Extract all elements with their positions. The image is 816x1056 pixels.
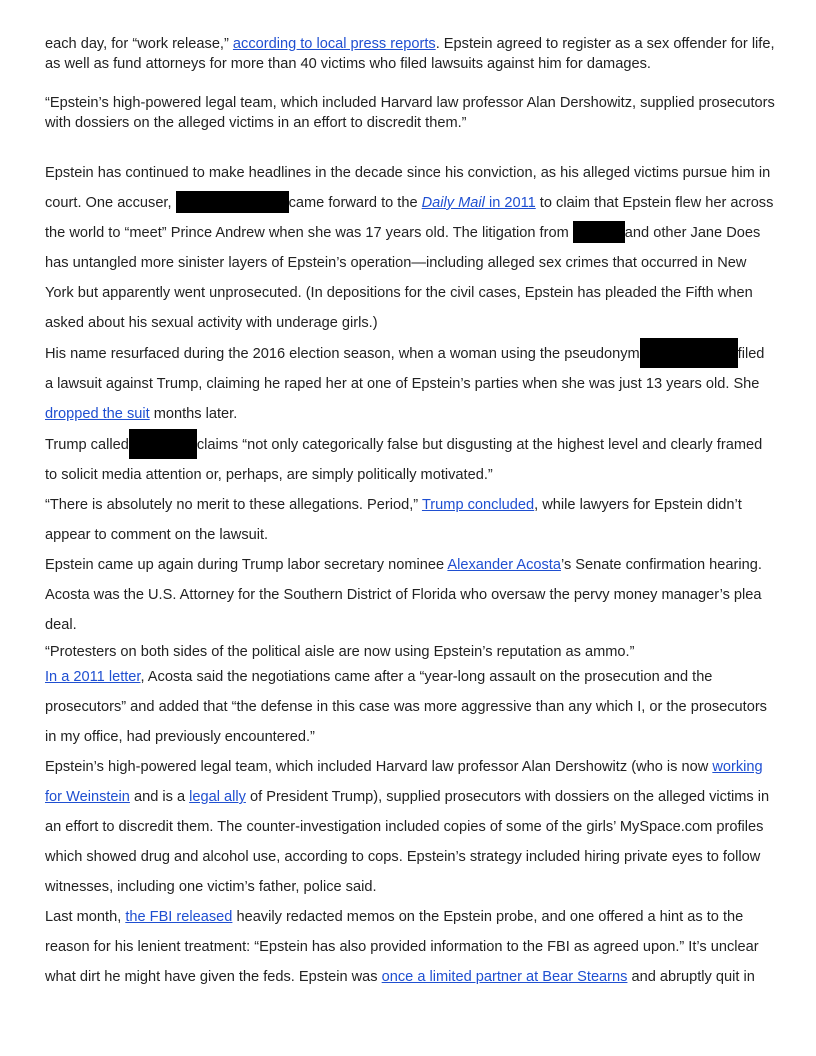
paragraph-election-season (45, 338, 775, 429)
paragraph-headlines (45, 158, 775, 338)
link-alexander-acosta[interactable]: Alexander Acosta (447, 557, 561, 573)
text: Last month, (45, 909, 126, 925)
text: heavily redacted memos on the Epstein probe, and one offered a hint as to the reason for his lenient treatment: “Epstein has also provided information to the FBI as agreed upon.” It’s unclear what dirt he might have given the feds. Epstein was (45, 909, 759, 985)
text: claims “not only categorically false but disgusting at the highest level and clearly framed to solicit media attention or, perhaps, are simply politically motivated.” (45, 437, 763, 483)
paragraph-fbi-memos (45, 902, 775, 992)
link-legal-ally[interactable]: legal ally (189, 789, 246, 805)
text: came forward to the (288, 195, 422, 211)
redaction-box (129, 429, 197, 459)
text: months later. (149, 406, 238, 422)
link-italic-part: Daily Mail (421, 195, 485, 211)
text: “There is absolutely no merit to these allegations. Period,” (45, 497, 422, 513)
text: His name resurfaced during the 2016 election season, when a woman using the pseudonym (45, 346, 640, 362)
link-working-for-weinstein[interactable]: working for Weinstein (45, 759, 763, 805)
paragraph-2011-letter (45, 662, 775, 752)
paragraph-no-merit (45, 490, 775, 550)
link-local-press-reports[interactable]: according to local press reports (232, 36, 436, 52)
text: of President Trump), supplied prosecutors with dossiers on the alleged victims in an effort to discredit them. The counter-investigation included copies of some of the girls’ MySpace.com profiles which showed drug and alcohol use, according to cops. Epstein’s strategy included hiring private eyes to follow witnesses, including one victim’s father, police said. (45, 789, 770, 895)
text: “Epstein’s high-powered legal team, which included Harvard law professor Alan Dershowitz, supplied prosecutors with dossiers on the alleged victims in an effort to discredit them.” (45, 95, 775, 131)
link-bear-stearns[interactable]: once a limited partner at Bear Stearns (381, 969, 628, 985)
text: and abruptly quit in (627, 969, 755, 985)
text: , while lawyers for Epstein didn’t appear to comment on the lawsuit. (45, 497, 742, 543)
text: each day, for “work release,” (45, 36, 233, 52)
link-dropped-the-suit[interactable]: dropped the suit (45, 406, 150, 422)
redaction-box (176, 191, 289, 213)
text: Epstein came up again during Trump labor secretary nominee (45, 557, 448, 573)
link-rest-part: in 2011 (484, 195, 536, 211)
text: “Protesters on both sides of the political aisle are now using Epstein’s reputation as ammo.” (45, 644, 635, 660)
paragraph-plea-deal (45, 34, 775, 74)
link-daily-mail-2011[interactable] (422, 195, 536, 211)
text: filed a lawsuit against Trump, claiming he raped her at one of Epstein’s parties when she was just 13 years old. She (45, 346, 765, 392)
paragraph-acosta-hearing (45, 550, 775, 640)
text: and other Jane Does has untangled more sinister layers of Epstein’s operation—including alleged sex crimes that occurred in New York but apparently went unprosecuted. (In depositions for the civil cases, Epstein has pleaded the Fifth when asked about his sexual activity with underage girls.) (45, 225, 761, 331)
pull-quote-legal-team (45, 93, 775, 133)
redaction-box (640, 338, 738, 368)
article-body (45, 34, 775, 992)
text: Epstein’s high-powered legal team, which included Harvard law professor Alan Dershowitz (who is now (45, 759, 713, 775)
text: . Epstein agreed to register as a sex offender for life, as well as fund attorneys for more than 40 victims who filed lawsuits against him for damages. (45, 36, 775, 72)
text: Epstein has continued to make headlines in the decade since his conviction, as his alleged victims pursue him in court. One accuser, (45, 165, 771, 211)
text: Trump called (45, 437, 129, 453)
paragraph-trump-called (45, 429, 775, 490)
text: to claim that Epstein flew her across the world to “meet” Prince Andrew when she was 17 years old. The litigation from (45, 195, 774, 241)
link-trump-concluded[interactable]: Trump concluded (421, 497, 535, 513)
redaction-box (573, 221, 625, 243)
text: , Acosta said the negotiations came after a “year-long assault on the prosecution and the prosecutors” and added that “the defense in this case was more aggressive than any which I, or the prosecutors in my office, had previously encountered.” (45, 669, 767, 745)
text: ’s Senate confirmation hearing. Acosta was the U.S. Attorney for the Southern District of Florida who oversaw the pervy money manager’s plea deal. (45, 557, 762, 633)
pull-quote-protesters (45, 642, 775, 662)
link-fbi-released[interactable]: the FBI released (125, 909, 233, 925)
text: and is a (129, 789, 190, 805)
link-2011-letter[interactable]: In a 2011 letter (45, 669, 141, 685)
paragraph-legal-team (45, 752, 775, 902)
